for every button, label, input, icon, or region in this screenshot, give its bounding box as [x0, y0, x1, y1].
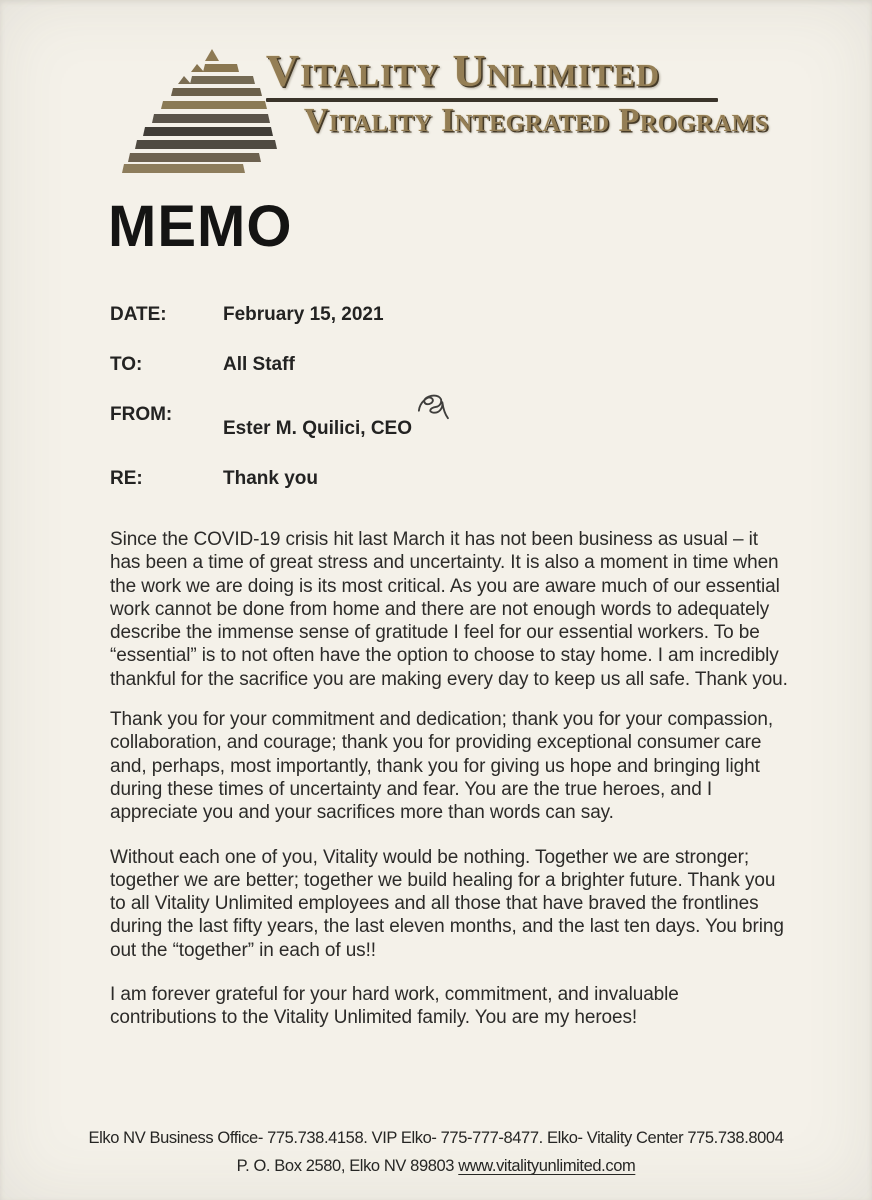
striped-pyramid-icon — [112, 44, 280, 176]
date-label: DATE: — [110, 304, 167, 325]
memo-heading: MEMO — [108, 194, 293, 259]
paragraph-2: Thank you for your commitment and dedication; thank you for your compassion, collaboration, and courage; thank you for providing exceptional consumer care and, perhaps, most importantly, thank you for giving us hope and bringing light during these times of uncertainty and fear. You are the true heroes, and I appreciate you and your sacrifices more than words can say. — [110, 709, 774, 824]
from-label: FROM: — [110, 404, 173, 425]
footer-contact-line: Elko NV Business Office- 775.738.4158. VIP Elko- 775-777-8477. Elko- Vitality Center 775.738.8004 — [88, 1129, 784, 1147]
field-to — [110, 354, 450, 376]
to-label: TO: — [110, 354, 143, 375]
field-from — [110, 404, 450, 440]
from-value-text: Ester M. Quilici, CEO — [223, 418, 412, 439]
program-name: Vitality Integrated Programs — [304, 102, 769, 139]
footer-address-line — [0, 1152, 872, 1180]
date-value: February 15, 2021 — [223, 304, 384, 325]
field-re — [110, 468, 450, 490]
footer-address-text: P. O. Box 2580, Elko NV 89803 — [236, 1157, 459, 1175]
website-link[interactable]: www.vitalityunlimited.com — [458, 1157, 636, 1175]
field-date — [110, 304, 450, 326]
paragraph-3: Without each one of you, Vitality would be nothing. Together we are stronger; together we are better; together we build healing for a brighter future. Thank you to all Vitality Unlimited employees and all those that have braved the frontlines during the last fifty years, the last eleven months, and the last ten days. You bring out the “together” in each of us!! — [110, 846, 784, 961]
paragraph-1: Since the COVID-19 crisis hit last March it has not been business as usual – it has been a time of great stress and uncertainty. It is also a moment in time when the work we are doing is its most critical. As you are aware much of our essential work cannot be done from home and there are not enough words to adequately describe the immense sense of gratitude I feel for our essential workers. To be “essential” is to not often have the option to choose to stay home. I am incredibly thankful for the sacrifice you are making every day to keep us all safe. Thank you. — [110, 529, 788, 690]
company-name: Vitality Unlimited — [266, 45, 661, 96]
company-logo — [112, 40, 769, 176]
memo-body — [110, 528, 788, 1047]
from-value — [223, 404, 450, 440]
to-value: All Staff — [223, 354, 295, 375]
logo-text-block — [266, 40, 769, 139]
letterhead-footer — [0, 1124, 872, 1180]
re-value: Thank you — [223, 468, 319, 489]
memo-header-fields — [110, 304, 450, 518]
paragraph-4: I am forever grateful for your hard work, commitment, and invaluable contributions to the Vitality Unlimited family. You are my heroes! — [110, 984, 679, 1029]
signature-scribble-icon — [414, 391, 450, 421]
re-label: RE: — [110, 468, 143, 489]
